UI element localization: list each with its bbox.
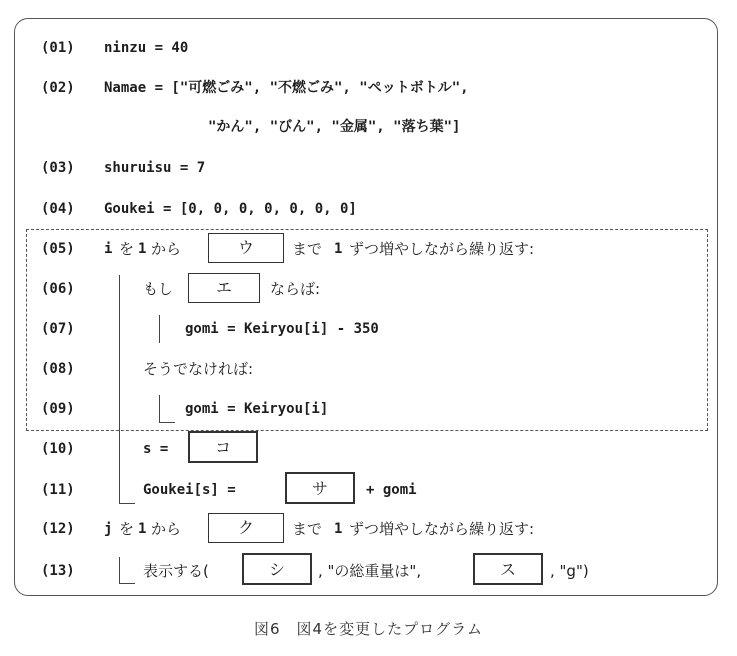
figure-caption: 図6 図4を変更したプログラム [254,620,483,638]
jp-text: , "の総重量は", [318,562,422,580]
indent-guide-loop2-end [119,583,135,584]
indent-guide-loop2 [119,557,120,584]
indent-guide-outer-end [119,503,135,504]
code-text: Goukei[s] = [143,482,236,498]
code-text: shuruisu = 7 [104,160,206,176]
line-number: (13) [41,563,75,579]
indent-guide-outer [119,275,120,504]
blank-shi: シ [242,553,312,585]
jp-text: 表示する( [143,562,209,580]
line-number: (03) [41,160,75,176]
jp-text: を [119,240,135,258]
indent-guide-if [159,315,160,343]
line-number: (06) [41,281,75,297]
jp-text: から [151,520,182,538]
jp-text: まで [292,240,323,258]
jp-text: ずつ増やしながら繰り返す: [349,240,535,258]
jp-text: , "g") [550,562,589,580]
line-number: (10) [41,441,75,457]
jp-text: まで [292,520,323,538]
jp-text: ならば: [270,280,321,298]
line-number: (04) [41,201,75,217]
line-number: (01) [41,40,75,56]
indent-guide-else [159,395,160,423]
blank-ko: コ [188,431,258,463]
indent-guide-else-end [159,422,175,423]
jp-text: ずつ増やしながら繰り返す: [349,520,535,538]
step-value: 1 [334,521,343,537]
code-text: gomi = Keiryou[i] [185,401,329,417]
step-value: 1 [334,241,343,257]
jp-text: そうでなければ: [143,360,254,378]
start-value: 1 [138,521,147,537]
line-number: (12) [41,521,75,537]
line-number: (05) [41,241,75,257]
blank-su: ス [473,553,543,585]
blank-sa: サ [285,472,355,504]
line-number: (07) [41,321,75,337]
loop-var: i [104,241,113,257]
jp-text: もし [143,280,174,298]
line-number: (11) [41,482,75,498]
line-number: (02) [41,80,75,96]
start-value: 1 [138,241,147,257]
loop-var: j [104,521,113,537]
blank-ku: ク [208,513,284,543]
jp-text: を [119,520,135,538]
line-number: (08) [41,361,75,377]
blank-u: ウ [208,233,284,263]
code-text: "かん", "びん", "金属", "落ち葉"] [208,119,461,135]
blank-e: エ [188,273,260,303]
code-text: gomi = Keiryou[i] - 350 [185,321,379,337]
code-text: s = [143,441,169,457]
code-text: + gomi [366,482,417,498]
jp-text: から [151,240,182,258]
code-text: Namae = ["可燃ごみ", "不燃ごみ", "ペットボトル", [104,80,469,96]
code-text: ninzu = 40 [104,40,189,56]
code-text: Goukei = [0, 0, 0, 0, 0, 0, 0] [104,201,357,217]
line-number: (09) [41,401,75,417]
